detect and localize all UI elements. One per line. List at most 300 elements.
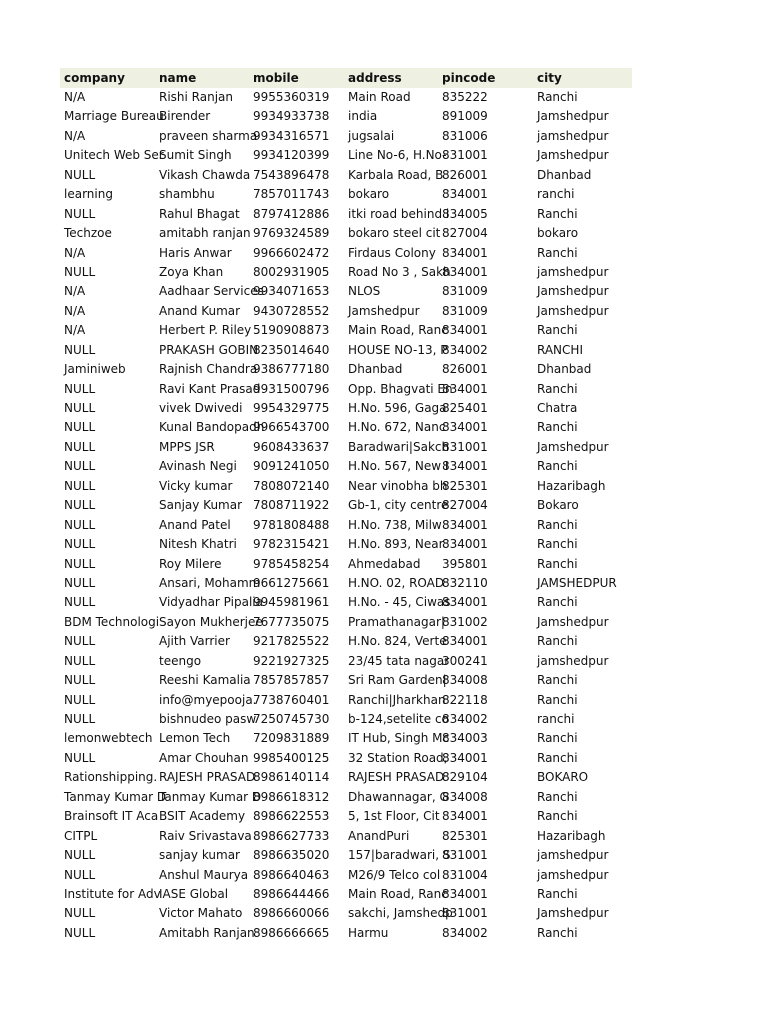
cell-name[interactable]: Rahul Bhagat	[159, 206, 240, 221]
cell-pincode[interactable]: 834002	[442, 712, 488, 726]
cell-address[interactable]: Baradwari|Sakch	[348, 439, 450, 454]
cell-address[interactable]: b-124,setelite co	[348, 712, 449, 726]
cell-address[interactable]: Ranchi|Jharkhan	[348, 692, 446, 707]
cell-mobile[interactable]: 8986627733	[253, 828, 330, 843]
cell-address[interactable]: Near vinobha bh	[348, 478, 448, 493]
cell-pincode[interactable]: 834005	[442, 206, 488, 221]
cell-pincode[interactable]: 834001	[442, 537, 488, 552]
cell-name[interactable]: Anshul Maurya	[159, 867, 249, 882]
cell-company[interactable]: N/A	[64, 128, 86, 143]
cell-city[interactable]: Ranchi	[537, 731, 578, 746]
cell-mobile[interactable]: 8986635020	[253, 848, 330, 863]
cell-pincode[interactable]: 834003	[442, 731, 488, 746]
cell-mobile[interactable]: 8002931905	[253, 264, 330, 279]
cell-mobile[interactable]: 7808072140	[253, 478, 330, 493]
cell-mobile[interactable]: 8986640463	[253, 867, 330, 882]
cell-address[interactable]: H.No. 824, Verte	[348, 634, 447, 649]
table-row	[60, 535, 632, 554]
cell-mobile[interactable]: 9785458254	[253, 556, 330, 571]
cell-pincode[interactable]: 831004	[442, 867, 488, 882]
cell-company[interactable]: NULL	[64, 925, 96, 940]
cell-company[interactable]: NULL	[64, 556, 96, 571]
table-row	[60, 477, 632, 496]
cell-name[interactable]: Roy Milere	[159, 556, 222, 571]
cell-address[interactable]: Main Road	[348, 90, 411, 104]
cell-mobile[interactable]: 7857011743	[253, 187, 330, 202]
table-row	[60, 691, 632, 710]
cell-address[interactable]: Line No-6, H.No-	[348, 148, 447, 163]
cell-mobile[interactable]: 9781808488	[253, 517, 330, 532]
cell-company[interactable]: Marriage Bureau	[64, 109, 164, 124]
cell-address[interactable]: AnandPuri	[348, 828, 410, 843]
table-row	[60, 885, 632, 904]
cell-mobile[interactable]: 8986622553	[253, 809, 330, 824]
table-row	[60, 341, 632, 360]
cell-company[interactable]: NULL	[64, 692, 96, 707]
cell-company[interactable]: NULL	[64, 401, 96, 415]
cell-mobile[interactable]: 8986618312	[253, 789, 330, 804]
cell-company[interactable]: Jaminiweb	[64, 362, 126, 377]
cell-company[interactable]: N/A	[64, 245, 86, 260]
table-row	[60, 185, 632, 204]
cell-pincode[interactable]: 831001	[442, 148, 488, 163]
cell-mobile[interactable]: 9661275661	[253, 575, 330, 590]
cell-city[interactable]: Jamshedpur	[537, 614, 609, 629]
cell-name[interactable]: Anand Kumar	[159, 303, 241, 318]
cell-address[interactable]: Dhanbad	[348, 362, 403, 377]
cell-city[interactable]: Ranchi	[537, 809, 578, 824]
cell-pincode[interactable]: 834002	[442, 342, 488, 357]
table-row	[60, 729, 632, 748]
cell-address[interactable]: 157|baradwari, S	[348, 848, 451, 863]
cell-company[interactable]: NULL	[64, 848, 96, 863]
cell-pincode[interactable]: 831009	[442, 284, 488, 299]
cell-city[interactable]: Ranchi	[537, 886, 578, 901]
cell-name[interactable]: MPPS JSR	[159, 439, 215, 454]
cell-mobile[interactable]: 9934316571	[253, 128, 330, 143]
cell-address[interactable]: Jamshedpur	[348, 303, 420, 318]
cell-name[interactable]: Zoya Khan	[159, 264, 224, 279]
cell-mobile[interactable]: 9769324589	[253, 226, 330, 241]
table-row	[60, 166, 632, 185]
cell-company[interactable]: NULL	[64, 867, 96, 882]
cell-company[interactable]: NULL	[64, 634, 96, 649]
cell-pincode[interactable]: 825301	[442, 478, 488, 493]
cell-name[interactable]: Amar Chouhan	[159, 750, 249, 765]
cell-address[interactable]: Main Road, Ranc	[348, 886, 448, 901]
cell-mobile[interactable]: 9985400125	[253, 750, 330, 765]
cell-company[interactable]: N/A	[64, 323, 86, 338]
cell-address[interactable]: H.NO. 02, ROAD	[348, 575, 445, 590]
cell-company[interactable]: NULL	[64, 517, 96, 532]
table-row	[60, 904, 632, 923]
cell-pincode[interactable]: 831001	[442, 848, 488, 863]
cell-mobile[interactable]: 8797412886	[253, 206, 330, 221]
cell-name[interactable]: Victor Mahato	[159, 906, 243, 921]
cell-address[interactable]: sakchi, Jamshedp	[348, 906, 453, 921]
cell-city[interactable]: Bokaro	[537, 498, 579, 513]
cell-name[interactable]: praveen sharma	[159, 128, 258, 143]
cell-city[interactable]: Ranchi	[537, 789, 578, 804]
cell-company[interactable]: N/A	[64, 284, 86, 299]
cell-address[interactable]: NLOS	[348, 284, 381, 299]
cell-mobile[interactable]: 9954329775	[253, 401, 330, 415]
cell-pincode[interactable]: 827004	[442, 226, 488, 241]
cell-pincode[interactable]: 827004	[442, 498, 488, 513]
cell-address[interactable]: Dhawannagar, G	[348, 789, 449, 804]
cell-city[interactable]: JAMSHEDPUR	[537, 575, 617, 590]
cell-address[interactable]: 23/45 tata nagar	[348, 653, 450, 668]
cell-company[interactable]: Tanmay Kumar D	[64, 789, 167, 804]
cell-pincode[interactable]: 825401	[442, 401, 488, 415]
cell-company[interactable]: Rationshipping.	[64, 770, 158, 785]
cell-pincode[interactable]: 834001	[442, 459, 488, 474]
cell-city[interactable]: RANCHI	[537, 342, 583, 357]
cell-name[interactable]: Birender	[159, 109, 211, 124]
cell-address[interactable]: Harmu	[348, 925, 389, 940]
cell-city[interactable]: bokaro	[537, 226, 579, 241]
table-row	[60, 652, 632, 671]
table-row	[60, 88, 632, 107]
cell-company[interactable]: NULL	[64, 439, 96, 454]
table-body	[60, 88, 632, 943]
cell-pincode[interactable]: 834001	[442, 420, 488, 435]
cell-mobile[interactable]: 9091241050	[253, 459, 330, 474]
cell-city[interactable]: Ranchi	[537, 673, 578, 688]
column-header-mobile[interactable]: mobile	[253, 71, 299, 85]
cell-address[interactable]: Karbala Road, B	[348, 167, 444, 182]
cell-mobile[interactable]: 9386777180	[253, 362, 330, 377]
cell-city[interactable]: Ranchi	[537, 90, 578, 104]
cell-city[interactable]: Jamshedpur	[537, 906, 609, 921]
cell-mobile[interactable]: 8235014640	[253, 342, 330, 357]
cell-company[interactable]: Unitech Web Ser	[64, 148, 164, 163]
cell-mobile[interactable]: 9966543700	[253, 420, 330, 435]
cell-company[interactable]: Institute for Adv	[64, 886, 161, 901]
cell-name[interactable]: Vicky kumar	[159, 478, 233, 493]
cell-pincode[interactable]: 835222	[442, 90, 488, 104]
cell-mobile[interactable]: 7808711922	[253, 498, 330, 513]
cell-pincode[interactable]: 395801	[442, 556, 488, 571]
cell-company[interactable]: NULL	[64, 575, 96, 590]
cell-city[interactable]: Ranchi	[537, 459, 578, 474]
table-row	[60, 788, 632, 807]
cell-name[interactable]: bishnudeo pasw	[159, 712, 257, 726]
cell-name[interactable]: Vidyadhar Pipalia	[159, 595, 263, 610]
cell-city[interactable]: Hazaribagh	[537, 478, 606, 493]
cell-name[interactable]: Aadhaar Services	[159, 284, 264, 299]
cell-name[interactable]: IASE Global	[159, 886, 229, 901]
cell-name[interactable]: Sanjay Kumar	[159, 498, 243, 513]
cell-pincode[interactable]: 831006	[442, 128, 488, 143]
cell-company[interactable]: NULL	[64, 537, 96, 552]
cell-name[interactable]: Avinash Negi	[159, 459, 237, 474]
cell-company[interactable]: NULL	[64, 478, 96, 493]
cell-pincode[interactable]: 834001	[442, 381, 488, 396]
cell-city[interactable]: Jamshedpur	[537, 303, 609, 318]
cell-company[interactable]: NULL	[64, 381, 96, 396]
cell-mobile[interactable]: 9945981961	[253, 595, 330, 610]
cell-city[interactable]: Ranchi	[537, 692, 578, 707]
cell-city[interactable]: BOKARO	[537, 770, 589, 785]
cell-company[interactable]: NULL	[64, 206, 96, 221]
table-row	[60, 399, 632, 418]
cell-pincode[interactable]: 834002	[442, 925, 488, 940]
cell-name[interactable]: Ansari, Mohamm	[159, 575, 261, 590]
cell-pincode[interactable]: 822118	[442, 692, 488, 707]
cell-city[interactable]: Jamshedpur	[537, 109, 609, 124]
cell-company[interactable]: Brainsoft IT Aca	[64, 809, 159, 824]
cell-mobile[interactable]: 9217825522	[253, 634, 330, 649]
cell-address[interactable]: bokaro steel cit	[348, 226, 441, 241]
cell-mobile[interactable]: 9430728552	[253, 303, 330, 318]
cell-mobile[interactable]: 8986660066	[253, 906, 330, 921]
cell-address[interactable]: Ahmedabad	[348, 556, 421, 571]
cell-address[interactable]: Sri Ram Garden|	[348, 673, 447, 688]
cell-name[interactable]: sanjay kumar	[159, 848, 240, 863]
cell-city[interactable]: jamshedpur	[537, 264, 609, 279]
table-row	[60, 496, 632, 515]
cell-address[interactable]: Gb-1, city centre	[348, 498, 449, 513]
cell-company[interactable]: Techzoe	[64, 226, 112, 241]
cell-name[interactable]: Raiv Srivastava	[159, 828, 252, 843]
cell-pincode[interactable]: 834001	[442, 264, 488, 279]
cell-pincode[interactable]: 834001	[442, 323, 488, 338]
cell-company[interactable]: lemonwebtech	[64, 731, 153, 746]
table-row	[60, 555, 632, 574]
cell-city[interactable]: Ranchi	[537, 634, 578, 649]
cell-pincode[interactable]: 831001	[442, 439, 488, 454]
cell-company[interactable]: NULL	[64, 342, 96, 357]
cell-pincode[interactable]: 832110	[442, 575, 488, 590]
cell-address[interactable]: india	[348, 109, 378, 124]
cell-name[interactable]: amitabh ranjan	[159, 226, 251, 241]
cell-city[interactable]: Chatra	[537, 401, 578, 415]
cell-company[interactable]: NULL	[64, 498, 96, 513]
cell-city[interactable]: Ranchi	[537, 556, 578, 571]
cell-mobile[interactable]: 9934120399	[253, 148, 330, 163]
cell-name[interactable]: info@myepooja.	[159, 692, 257, 707]
cell-name[interactable]: Ravi Kant Prasad	[159, 381, 261, 396]
cell-name[interactable]: teengo	[159, 653, 202, 668]
cell-mobile[interactable]: 9782315421	[253, 537, 330, 552]
cell-name[interactable]: PRAKASH GOBIN	[159, 342, 259, 357]
cell-name[interactable]: Vikash Chawda	[159, 167, 251, 182]
cell-company[interactable]: NULL	[64, 673, 96, 688]
cell-address[interactable]: RAJESH PRASAD	[348, 770, 445, 785]
cell-pincode[interactable]: 826001	[442, 167, 488, 182]
cell-address[interactable]: H.No. 567, New I	[348, 459, 449, 474]
cell-city[interactable]: Ranchi	[537, 517, 578, 532]
cell-mobile[interactable]: 9966602472	[253, 245, 330, 260]
cell-city[interactable]: Ranchi	[537, 323, 578, 338]
cell-name[interactable]: Amitabh Ranjan	[159, 925, 255, 940]
cell-address[interactable]: IT Hub, Singh Mc	[348, 731, 450, 746]
table-row	[60, 438, 632, 457]
header-row	[60, 68, 632, 88]
cell-company[interactable]: NULL	[64, 459, 96, 474]
cell-mobile[interactable]: 9221927325	[253, 653, 330, 668]
cell-city[interactable]: Jamshedpur	[537, 148, 609, 163]
cell-name[interactable]: Anand Patel	[159, 517, 231, 532]
cell-address[interactable]: M26/9 Telco col	[348, 867, 441, 882]
cell-name[interactable]: Haris Anwar	[159, 245, 232, 260]
cell-address[interactable]: H.No. 893, Near	[348, 537, 444, 552]
cell-company[interactable]: NULL	[64, 750, 96, 765]
cell-pincode[interactable]: 826001	[442, 362, 488, 377]
cell-city[interactable]: Ranchi	[537, 537, 578, 552]
cell-city[interactable]: ranchi	[537, 712, 575, 726]
cell-city[interactable]: jamshedpur	[537, 128, 609, 143]
cell-address[interactable]: bokaro	[348, 187, 390, 202]
cell-address[interactable]: HOUSE NO-13, P	[348, 342, 448, 357]
cell-address[interactable]: Pramathanagar|	[348, 614, 445, 629]
cell-mobile[interactable]: 8986666665	[253, 925, 330, 940]
cell-pincode[interactable]: 834001	[442, 187, 488, 202]
cell-name[interactable]: vivek Dwivedi	[159, 401, 243, 415]
cell-city[interactable]: Hazaribagh	[537, 828, 606, 843]
cell-pincode[interactable]: 831002	[442, 614, 488, 629]
cell-name[interactable]: Rajnish Chandra	[159, 362, 258, 377]
cell-mobile[interactable]: 8986644466	[253, 886, 330, 901]
cell-mobile[interactable]: 8986140114	[253, 770, 330, 785]
cell-name[interactable]: Tanmay Kumar D	[159, 789, 262, 804]
cell-city[interactable]: Ranchi	[537, 595, 578, 610]
cell-pincode[interactable]: 834001	[442, 750, 488, 765]
cell-address[interactable]: H.No. 596, Gaga	[348, 401, 447, 415]
cell-pincode[interactable]: 834001	[442, 634, 488, 649]
table-row	[60, 127, 632, 146]
table-row	[60, 710, 632, 729]
cell-address[interactable]: H.No. 672, Nanc	[348, 420, 446, 435]
cell-company[interactable]: NULL	[64, 906, 96, 921]
cell-mobile[interactable]: 7738760401	[253, 692, 330, 707]
cell-mobile[interactable]: 7857857857	[253, 673, 330, 688]
cell-pincode[interactable]: 834001	[442, 595, 488, 610]
cell-company[interactable]: NULL	[64, 264, 96, 279]
cell-name[interactable]: Sayon Mukherjee	[159, 614, 263, 629]
cell-name[interactable]: Kunal Bandopadh	[159, 420, 265, 435]
cell-mobile[interactable]: 7677735075	[253, 614, 330, 629]
table-row	[60, 807, 632, 826]
cell-company[interactable]: NULL	[64, 653, 96, 668]
cell-city[interactable]: Ranchi	[537, 420, 578, 435]
table-row	[60, 457, 632, 476]
column-header-name[interactable]: name	[159, 71, 197, 85]
cell-company[interactable]: NULL	[64, 167, 96, 182]
column-header-city[interactable]: city	[537, 71, 562, 85]
table-row	[60, 516, 632, 535]
cell-name[interactable]: Ajith Varrier	[159, 634, 230, 649]
cell-address[interactable]: Firdaus Colony	[348, 245, 436, 260]
cell-mobile[interactable]: 7209831889	[253, 731, 330, 746]
cell-pincode[interactable]: 834001	[442, 809, 488, 824]
cell-name[interactable]: Nitesh Khatri	[159, 537, 237, 552]
cell-company[interactable]: N/A	[64, 303, 86, 318]
cell-pincode[interactable]: 834001	[442, 886, 488, 901]
cell-city[interactable]: Dhanbad	[537, 167, 592, 182]
cell-city[interactable]: Jamshedpur	[537, 439, 609, 454]
cell-mobile[interactable]: 5190908873	[253, 323, 330, 338]
cell-address[interactable]: 5, 1st Floor, Cit	[348, 809, 440, 824]
cell-city[interactable]: Ranchi	[537, 381, 578, 396]
cell-city[interactable]: Jamshedpur	[537, 284, 609, 299]
cell-city[interactable]: Ranchi	[537, 750, 578, 765]
table-row	[60, 574, 632, 593]
cell-pincode[interactable]: 831009	[442, 303, 488, 318]
cell-city[interactable]: Ranchi	[537, 206, 578, 221]
cell-city[interactable]: jamshedpur	[537, 848, 609, 863]
column-header-company[interactable]: company	[64, 71, 125, 85]
cell-address[interactable]: Main Road, Ranc	[348, 323, 448, 338]
cell-address[interactable]: 32 Station Road,	[348, 750, 448, 765]
cell-city[interactable]: ranchi	[537, 187, 575, 202]
cell-name[interactable]: Rishi Ranjan	[159, 90, 234, 104]
cell-mobile[interactable]: 9934933738	[253, 109, 330, 124]
table-row	[60, 671, 632, 690]
cell-name[interactable]: Lemon Tech	[159, 731, 231, 746]
cell-city[interactable]: Ranchi	[537, 925, 578, 940]
cell-address[interactable]: jugsalai	[348, 128, 395, 143]
cell-name[interactable]: BSIT Academy	[159, 809, 246, 824]
cell-city[interactable]: jamshedpur	[537, 867, 609, 882]
cell-city[interactable]: Ranchi	[537, 245, 578, 260]
cell-pincode[interactable]: 300241	[442, 653, 488, 668]
cell-pincode[interactable]: 829104	[442, 770, 488, 785]
cell-city[interactable]: Dhanbad	[537, 362, 592, 377]
cell-address[interactable]: Road No 3 , Sakh	[348, 264, 451, 279]
cell-mobile[interactable]: 7543896478	[253, 167, 330, 182]
table-row	[60, 107, 632, 126]
cell-mobile[interactable]: 9934071653	[253, 284, 330, 299]
cell-mobile[interactable]: 9931500796	[253, 381, 330, 396]
cell-pincode[interactable]: 834001	[442, 517, 488, 532]
cell-company[interactable]: NULL	[64, 712, 96, 726]
cell-company[interactable]: BDM Technologi	[64, 614, 160, 629]
cell-mobile[interactable]: 9955360319	[253, 90, 330, 104]
cell-city[interactable]: jamshedpur	[537, 653, 609, 668]
cell-name[interactable]: shambhu	[159, 187, 215, 202]
cell-name[interactable]: Reeshi Kamalia	[159, 673, 251, 688]
table-row	[60, 632, 632, 651]
cell-name[interactable]: RAJESH PRASAD	[159, 770, 256, 785]
cell-mobile[interactable]: 7250745730	[253, 712, 330, 726]
cell-pincode[interactable]: 831001	[442, 906, 488, 921]
cell-address[interactable]: itki road behind i	[348, 206, 450, 221]
column-header-address[interactable]: address	[348, 71, 402, 85]
cell-company[interactable]: NULL	[64, 420, 96, 435]
table-row	[60, 302, 632, 321]
cell-company[interactable]: CITPL	[64, 828, 98, 843]
cell-pincode[interactable]: 834001	[442, 245, 488, 260]
cell-address[interactable]: Opp. Bhagvati En	[348, 381, 453, 396]
cell-address[interactable]: H.No. 738, Milw	[348, 517, 442, 532]
table-row	[60, 749, 632, 768]
column-header-pincode[interactable]: pincode	[442, 71, 496, 85]
cell-mobile[interactable]: 9608433637	[253, 439, 330, 454]
cell-company[interactable]: learning	[64, 187, 113, 202]
cell-name[interactable]: Herbert P. Riley	[159, 323, 252, 338]
cell-company[interactable]: NULL	[64, 595, 96, 610]
cell-address[interactable]: H.No. - 45, Ciwas	[348, 595, 451, 610]
cell-pincode[interactable]: 825301	[442, 828, 488, 843]
cell-pincode[interactable]: 891009	[442, 109, 488, 124]
cell-pincode[interactable]: 834008	[442, 673, 488, 688]
cell-name[interactable]: Sumit Singh	[159, 148, 232, 163]
table-row	[60, 768, 632, 787]
cell-pincode[interactable]: 834008	[442, 789, 488, 804]
cell-company[interactable]: N/A	[64, 90, 86, 104]
